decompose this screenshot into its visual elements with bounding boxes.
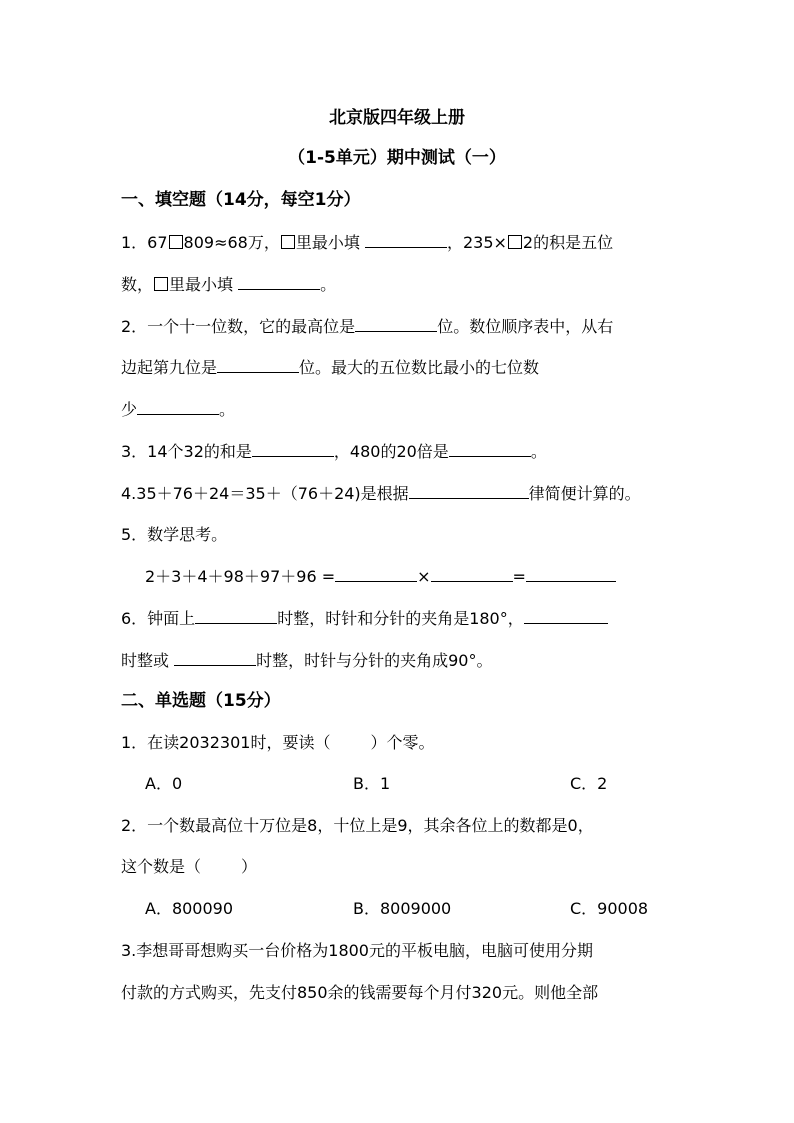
text: 2的积是五位 xyxy=(522,233,614,252)
fill-q6-line2 xyxy=(121,650,492,671)
choice-q3-line1: 3.李想哥哥想购买一台价格为1800元的平板电脑，电脑可使用分期 xyxy=(121,941,593,960)
choice-q2-line1: 2．一个数最高位十万位是8，十位上是9，其余各位上的数都是0， xyxy=(121,816,594,835)
fill-q1-line1 xyxy=(121,232,613,253)
exam-title: 北京版四年级上册 xyxy=(329,108,465,128)
text: ）个零。 xyxy=(370,733,435,752)
answer-blank[interactable] xyxy=(524,608,608,624)
text: ，480的20倍是 xyxy=(333,442,449,461)
fill-q5-title: 5．数学思考。 xyxy=(121,525,228,544)
choice-q1-option-c[interactable]: C．2 xyxy=(570,774,608,793)
answer-blank[interactable] xyxy=(174,650,256,666)
fill-q4 xyxy=(121,483,641,504)
text: 。 xyxy=(219,400,236,419)
choice-q3-line2: 付款的方式购买，先支付850余的钱需要每个月付320元。则他全部 xyxy=(121,983,599,1002)
blank-square xyxy=(281,235,295,249)
text: 边起第九位是 xyxy=(121,358,218,377)
section-single-choice-heading: 二、单选题（15分） xyxy=(121,691,281,711)
answer-blank[interactable] xyxy=(217,357,299,373)
text: 律简便计算的。 xyxy=(528,484,641,503)
text: 。 xyxy=(530,442,547,461)
text: 位。数位顺序表中，从右 xyxy=(437,317,614,336)
fill-q2-line2 xyxy=(121,357,539,378)
fill-q2-line1 xyxy=(121,316,613,337)
answer-blank[interactable] xyxy=(409,483,529,499)
answer-blank[interactable] xyxy=(252,441,334,457)
text: 。 xyxy=(320,275,337,294)
text: 2．一个十一位数，它的最高位是 xyxy=(121,317,356,336)
choice-q2-line2 xyxy=(121,857,257,877)
text: 位。最大的五位数比最小的七位数 xyxy=(299,358,540,377)
answer-blank[interactable] xyxy=(431,566,513,582)
text: 时整，时针与分针的夹角成90°。 xyxy=(256,651,493,670)
answer-blank[interactable] xyxy=(365,232,447,248)
text: 3．14个32的和是 xyxy=(121,442,252,461)
choice-q2-option-c[interactable]: C．90008 xyxy=(570,899,649,918)
answer-blank[interactable] xyxy=(238,274,320,290)
text: 4.35＋76＋24＝35＋（76＋24)是根据 xyxy=(121,484,409,503)
choice-q2-option-b[interactable]: B．8009000 xyxy=(353,899,452,918)
answer-blank[interactable] xyxy=(355,316,437,332)
choice-q1-option-a[interactable]: A．0 xyxy=(145,774,183,793)
fill-q1-line2 xyxy=(121,274,336,295)
answer-blank[interactable] xyxy=(195,608,277,624)
text: ，235× xyxy=(446,233,507,252)
text: 里最小填 xyxy=(295,233,360,252)
blank-square xyxy=(508,235,522,249)
text: 少 xyxy=(121,400,138,419)
text: 1．67 xyxy=(121,233,168,252)
text: × xyxy=(417,567,431,586)
choice-q1 xyxy=(121,733,434,753)
answer-blank[interactable] xyxy=(526,566,616,582)
answer-blank[interactable] xyxy=(449,441,531,457)
fill-q2-line3 xyxy=(121,399,235,420)
choice-q2-option-a[interactable]: A．800090 xyxy=(145,899,234,918)
blank-square xyxy=(169,235,183,249)
answer-blank[interactable] xyxy=(335,566,417,582)
fill-q3 xyxy=(121,441,547,462)
text: = xyxy=(512,567,526,586)
text: ） xyxy=(241,857,258,876)
text: 2＋3＋4＋98＋97＋96 = xyxy=(145,567,336,586)
answer-blank[interactable] xyxy=(137,399,219,415)
section-fill-blank-heading: 一、填空题（14分，每空1分） xyxy=(121,190,361,210)
text: 时整，时针和分针的夹角是180°， xyxy=(277,609,524,628)
fill-q5-expression xyxy=(145,566,616,587)
blank-square xyxy=(154,277,168,291)
fill-q6-line1 xyxy=(121,608,608,629)
text: 6．钟面上 xyxy=(121,609,196,628)
text: 809≈68万， xyxy=(183,233,280,252)
text: 时整或 xyxy=(121,651,170,670)
text: 数， xyxy=(121,275,154,294)
text: 这个数是（ xyxy=(121,857,202,876)
choice-q1-option-b[interactable]: B．1 xyxy=(353,774,391,793)
text: 里最小填 xyxy=(169,275,234,294)
exam-subtitle: （1-5单元）期中测试（一） xyxy=(288,148,506,168)
text: 1．在读2032301时，要读（ xyxy=(121,733,331,752)
